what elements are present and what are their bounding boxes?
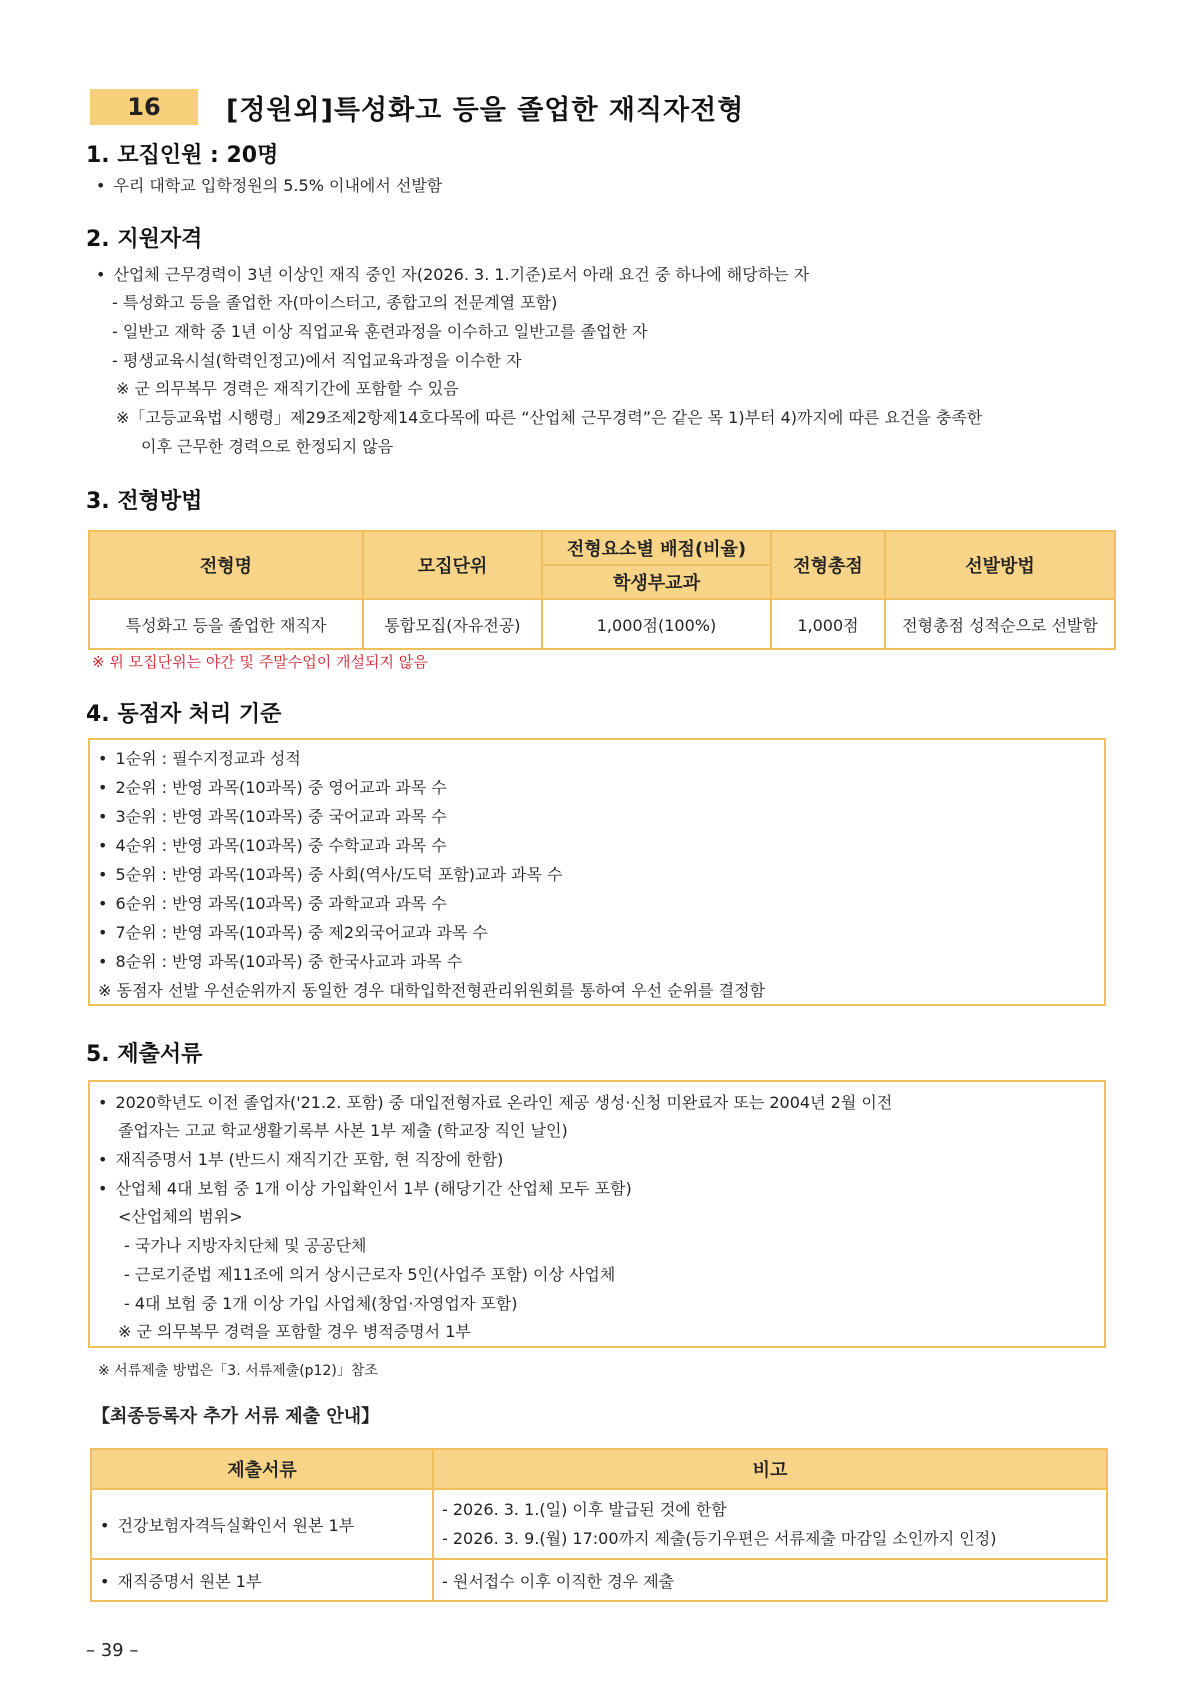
sec2-note: ※ 군 의무복무 경력은 재직기간에 포함할 수 있음 — [116, 379, 459, 398]
tie-break-item: • 8순위 : 반영 과목(10과목) 중 한국사교과 과목 수 — [98, 951, 462, 973]
sec2-note: ※「고등교육법 시행령」제29조제2항제14호다목에 따른 “산업체 근무경력”은 같은 목 1)부터 4)까지에 따른 요건을 충족한 — [116, 408, 983, 427]
table-header: 전형총점 — [771, 531, 885, 599]
document-note: ※ 군 의무복무 경력을 포함할 경우 병적증명서 1부 — [118, 1322, 471, 1341]
table-cell — [433, 1489, 1107, 1559]
table-subheader: 학생부교과 — [542, 565, 771, 599]
table-cell: • 건강보험자격득실확인서 원본 1부 — [91, 1489, 433, 1559]
industry-scope-item: - 근로기준법 제11조에 의거 상시근로자 5인(사업주 포함) 이상 사업체 — [124, 1265, 616, 1284]
sec2-line: - 특성화고 등을 졸업한 자(마이스터고, 종합고의 전문계열 포함) — [112, 293, 558, 312]
table-cell: - 원서접수 이후 이직한 경우 제출 — [433, 1559, 1107, 1601]
section1-title: 1. 모집인원 : 20명 — [86, 143, 279, 168]
section5-title: 5. 제출서류 — [86, 1042, 203, 1067]
sec3-note: ※ 위 모집단위는 야간 및 주말수업이 개설되지 않음 — [92, 653, 428, 671]
document-item: • 2020학년도 이전 졸업자('21.2. 포함) 중 대입전형자료 온라인 제공 생성·신청 미완료자 또는 2004년 2월 이전 — [98, 1092, 892, 1114]
section3-title: 3. 전형방법 — [86, 489, 203, 514]
tie-break-item: • 7순위 : 반영 과목(10과목) 중 제2외국어교과 과목 수 — [98, 922, 488, 944]
table-row — [89, 599, 1115, 649]
table-header: 전형명 — [89, 531, 363, 599]
section4-title: 4. 동점자 처리 기준 — [86, 702, 282, 727]
section2-title: 2. 지원자격 — [86, 227, 203, 252]
sec2-line: • 산업체 근무경력이 3년 이상인 재직 중인 자(2026. 3. 1.기준)로서 아래 요건 중 하나에 해당하는 자 — [96, 264, 809, 286]
table-cell: 전형총점 성적순으로 선발함 — [885, 599, 1115, 649]
table-header: 비고 — [433, 1449, 1107, 1489]
table-cell: • 재직증명서 원본 1부 — [91, 1559, 433, 1601]
page-title: [정원외]특성화고 등을 졸업한 재직자전형 — [226, 94, 745, 126]
sec2-line: - 일반고 재학 중 1년 이상 직업교육 훈련과정을 이수하고 일반고를 졸업한 자 — [112, 322, 648, 341]
table-cell: 통합모집(자유전공) — [363, 599, 542, 649]
table-row — [91, 1489, 1107, 1559]
sec5-note: ※ 서류제출 방법은「3. 서류제출(p12)」참조 — [98, 1363, 378, 1379]
additional-docs-table — [90, 1448, 1108, 1602]
table-header: 제출서류 — [91, 1449, 433, 1489]
section-number-badge: 16 — [90, 89, 198, 125]
industry-scope-item: - 국가나 지방자치단체 및 공공단체 — [124, 1236, 367, 1255]
tie-break-item: • 4순위 : 반영 과목(10과목) 중 수학교과 과목 수 — [98, 835, 447, 857]
table-header: 전형요소별 배점(비율) — [542, 531, 771, 565]
document-item: • 재직증명서 1부 (반드시 재직기간 포함, 현 직장에 한함) — [98, 1149, 503, 1171]
tie-break-note: ※ 동점자 선발 우선순위까지 동일한 경우 대학입학전형관리위원회를 통하여 우선 순위를 결정함 — [98, 981, 766, 1000]
remark-line: - 2026. 3. 9.(월) 17:00까지 제출(등기우편은 서류제출 마감일 소인까지 인정) — [442, 1529, 997, 1548]
selection-method-table — [88, 530, 1116, 650]
table-row — [91, 1559, 1107, 1601]
tie-break-item: • 3순위 : 반영 과목(10과목) 중 국어교과 과목 수 — [98, 806, 447, 828]
industry-scope-label: <산업체의 범위> — [118, 1207, 243, 1226]
table-header: 모집단위 — [363, 531, 542, 599]
sec2-line: - 평생교육시설(학력인정고)에서 직업교육과정을 이수한 자 — [112, 351, 522, 370]
sec2-note: 이후 근무한 경력으로 한정되지 않음 — [141, 437, 394, 456]
table-header: 선발방법 — [885, 531, 1115, 599]
table-cell: 특성화고 등을 졸업한 재직자 — [89, 599, 363, 649]
tie-break-item: • 5순위 : 반영 과목(10과목) 중 사회(역사/도덕 포함)교과 과목 수 — [98, 864, 562, 886]
document-item: • 산업체 4대 보험 중 1개 이상 가입확인서 1부 (해당기간 산업체 모두 포함) — [98, 1178, 632, 1200]
section-header — [90, 88, 744, 126]
tie-break-box — [88, 738, 1106, 1006]
remark-line: - 2026. 3. 1.(일) 이후 발급된 것에 한함 — [442, 1500, 727, 1519]
sec6-title: 【최종등록자 추가 서류 제출 안내】 — [92, 1406, 380, 1427]
page-number: – 39 – — [86, 1640, 139, 1661]
document-item-cont: 졸업자는 고교 학교생활기록부 사본 1부 제출 (학교장 직인 날인) — [118, 1121, 568, 1140]
table-cell: 1,000점(100%) — [542, 599, 771, 649]
tie-break-item: • 2순위 : 반영 과목(10과목) 중 영어교과 과목 수 — [98, 777, 447, 799]
sec1-line: • 우리 대학교 입학정원의 5.5% 이내에서 선발함 — [96, 175, 442, 197]
tie-break-item: • 6순위 : 반영 과목(10과목) 중 과학교과 과목 수 — [98, 893, 447, 915]
industry-scope-item: - 4대 보험 중 1개 이상 가입 사업체(창업·자영업자 포함) — [124, 1294, 518, 1313]
documents-box — [88, 1080, 1106, 1348]
tie-break-item: • 1순위 : 필수지정교과 성적 — [98, 748, 301, 770]
table-cell: 1,000점 — [771, 599, 885, 649]
